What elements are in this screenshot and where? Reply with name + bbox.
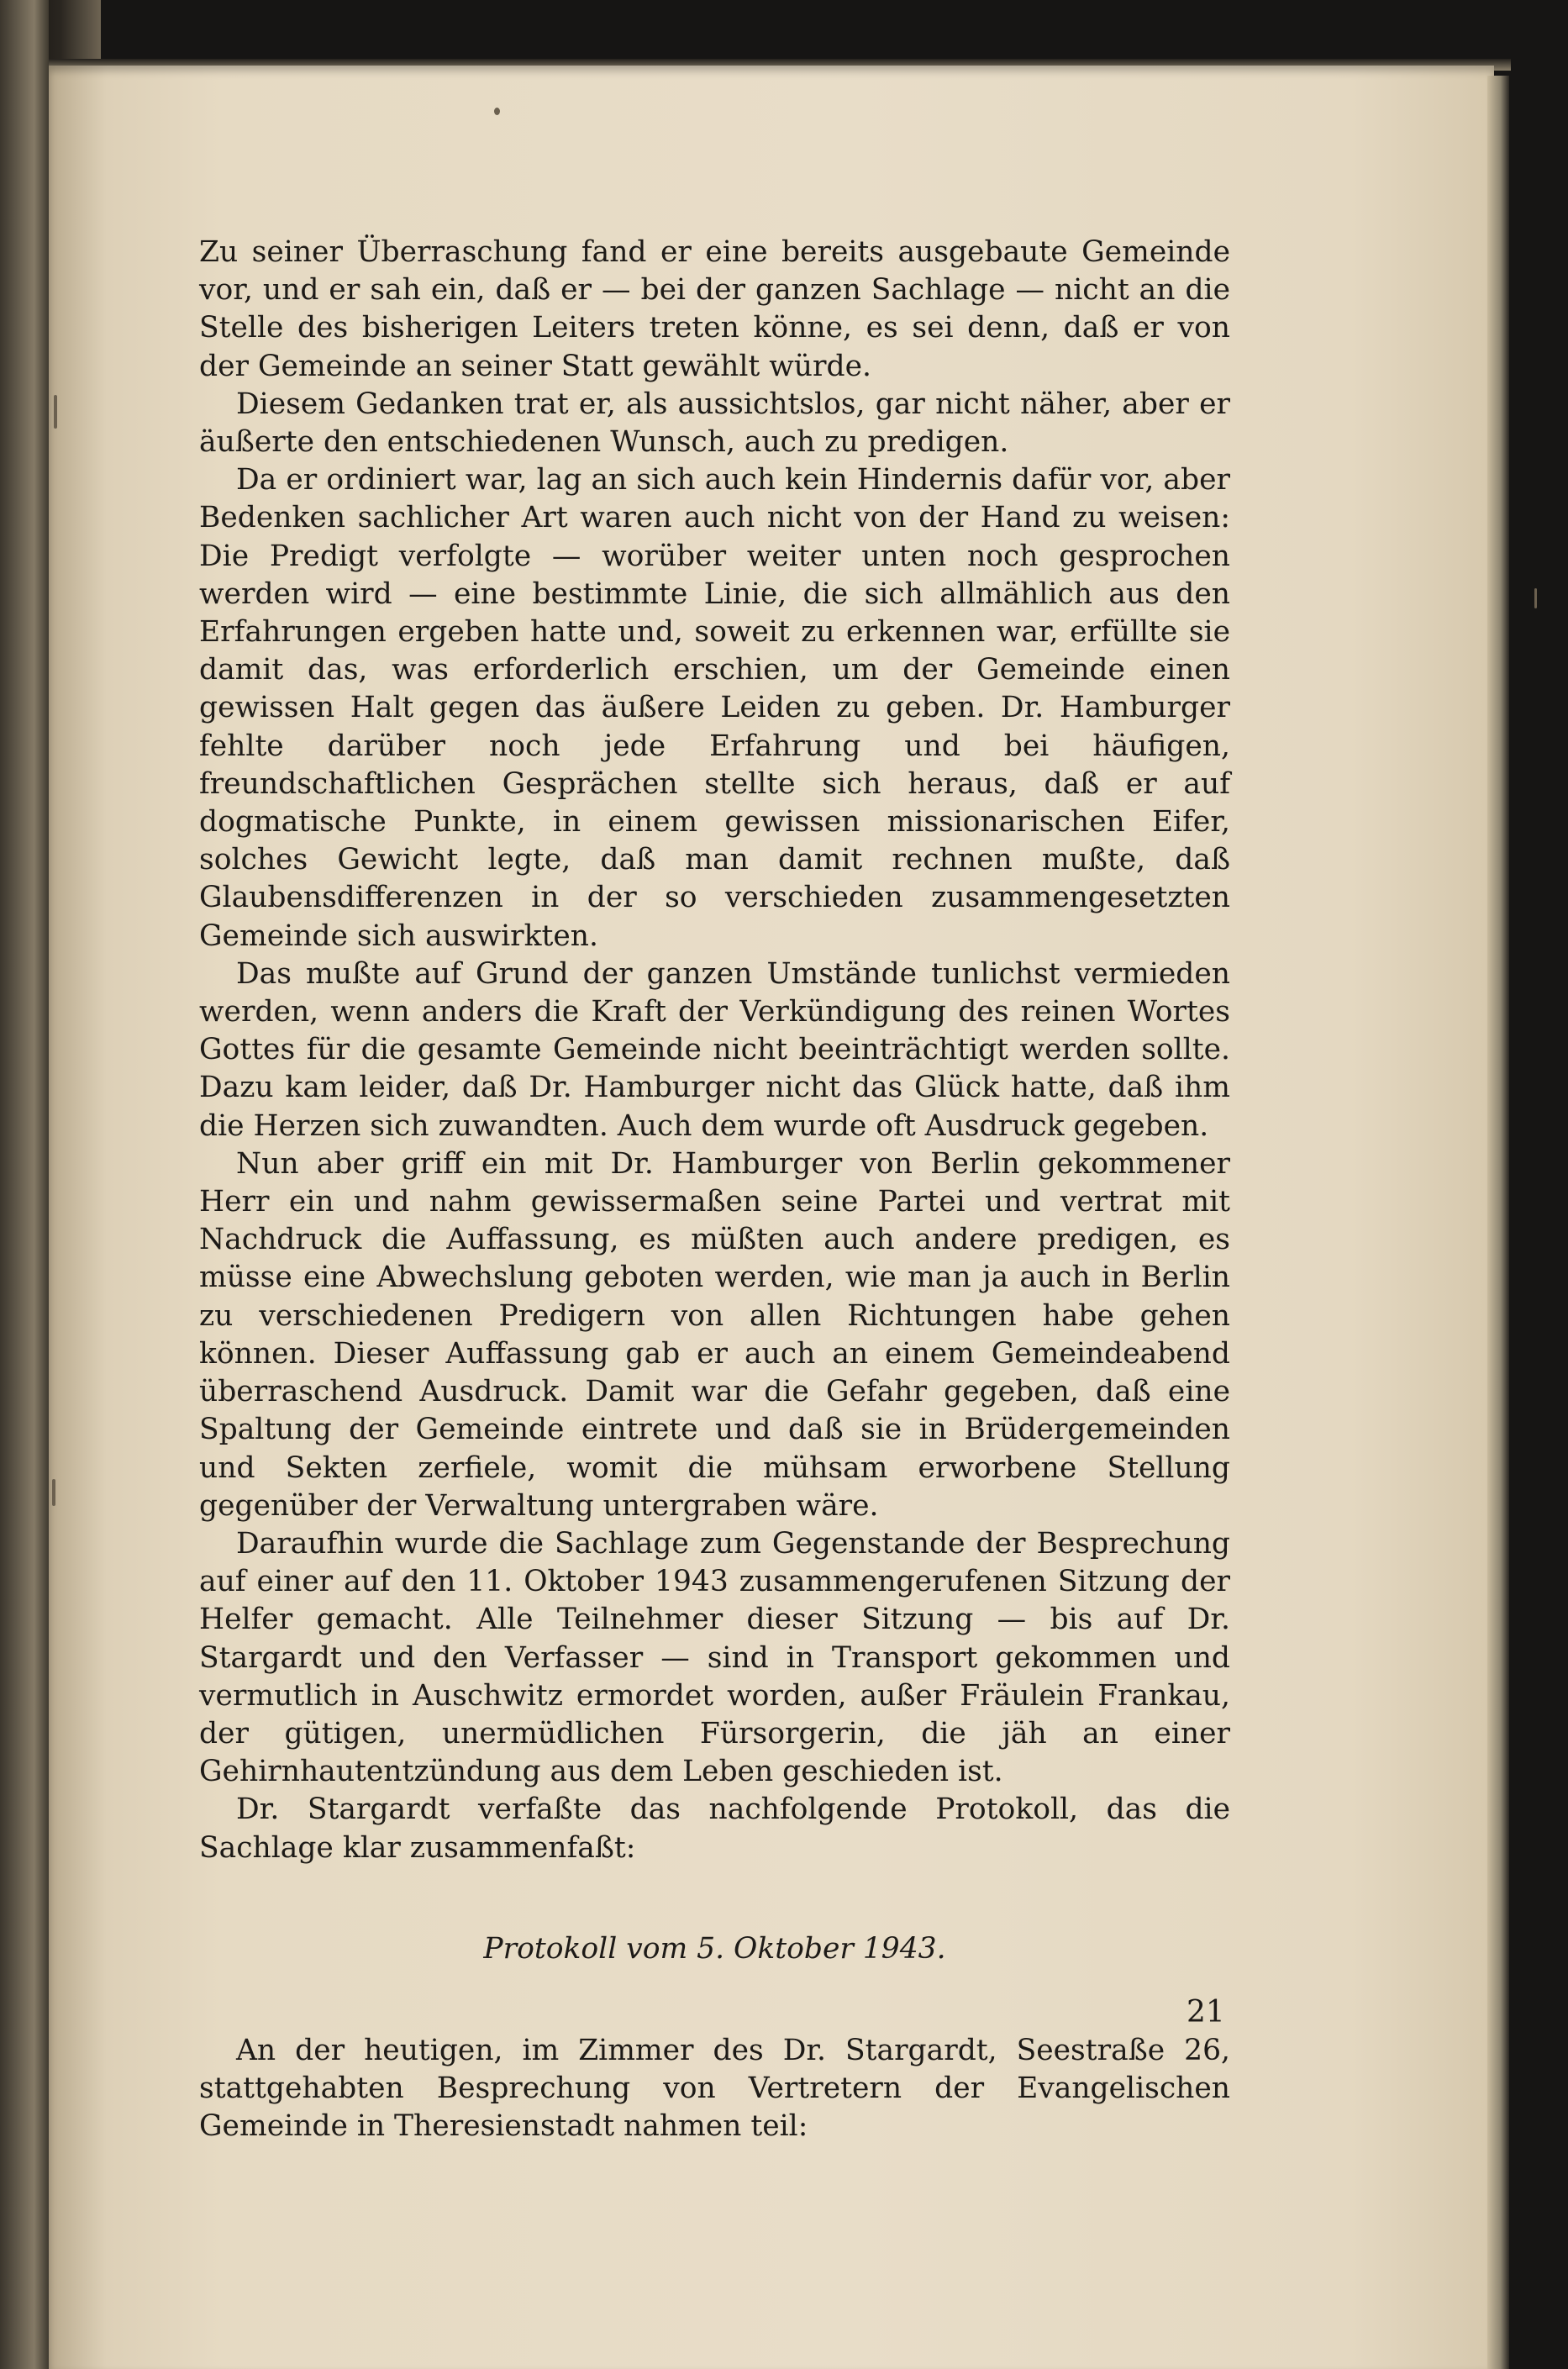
paragraph: Da er ordiniert war, lag an sich auch kein Hindernis dafür vor, aber Bedenken sachlicher Art waren auch nicht von der Hand zu weisen: Die Predigt verfolgte — worüber weiter unten noch gesprochen werden wird — eine bestimmte Linie, die sich allmählich aus den Erfahrungen ergeben hatte und, soweit zu erkennen war, erfüllte sie damit das, was erforderlich erschien, um der Gemeinde einen gewissen Halt gegen das äußere Leiden zu geben. Dr. Hamburger fehlte darüber noch jede Erfahrung und bei häufigen, freundschaftlichen Gesprächen stellte sich heraus, daß er auf dogmatische Punkte, in einem gewissen missionarischen Eifer, solches Gewicht legte, daß man damit rechnen mußte, daß Glaubensdifferenzen in der so verschieden zusammengesetzten Gemeinde sich auswirkten. [199,463,1230,953]
previous-page-edge [0,0,49,2369]
paragraph: Daraufhin wurde die Sachlage zum Gegenstande der Besprechung auf einer auf den 11. Oktober 1943 zusammengerufenen Sitzung der Helfer gemacht. Alle Teilnehmer dieser Sitzung — bis auf Dr. Stargardt und den Verfasser — sind in Transport gekommen und vermutlich in Auschwitz ermordet worden, außer Fräulein Frankau, der gütigen, unermüdlichen Fürsorgerin, die jäh an einer Gehirnhautentzündung aus dem Leben geschieden ist. [199,1526,1230,1789]
margin-mark [54,395,57,429]
paragraph: Diesem Gedanken trat er, als aussichtslos, gar nicht näher, aber er äußerte den entschiedenen Wunsch, auch zu predigen. [199,387,1230,460]
page-number: 21 [1187,1995,1225,2029]
page-right-edge [1487,76,1509,2369]
body-text [199,234,1230,2146]
margin-mark [52,1479,55,1506]
paragraph: Nun aber griff ein mit Dr. Hamburger von Berlin gekommener Herr ein und nahm gewissermaßen seine Partei und vertrat mit Nachdruck die Auffassung, es müßten auch andere predigen, es müsse eine Abwechslung geboten werden, wie man ja auch in Berlin zu verschiedenen Predigern von allen Richtungen habe gehen können. Dieser Auffassung gab er auch an einem Gemeindeabend überraschend Ausdruck. Damit war die Gefahr gegeben, daß eine Spaltung der Gemeinde eintrete und daß sie in Brüdergemeinden und Sekten zerfiele, womit die mühsam erworbene Stellung gegenüber der Verwaltung untergraben wäre. [199,1146,1230,1523]
paragraph: Das mußte auf Grund der ganzen Umstände tunlichst vermieden werden, wenn anders die Kraft der Verkündigung des reinen Wortes Gottes für die gesamte Gemeinde nicht beeinträchtigt werden sollte. Dazu kam leider, daß Dr. Hamburger nicht das Glück hatte, daß ihm die Herzen sich zuwandten. Auch dem wurde oft Ausdruck gegeben. [199,956,1230,1143]
paper-speck [494,108,500,115]
protocol-heading: Protokoll vom 5. Oktober 1943. [483,1931,946,1966]
margin-mark [1534,588,1537,608]
paragraph: Dr. Stargardt verfaßte das nachfolgende Protokoll, das die Sachlage klar zusammenfaßt: [199,1793,1230,1865]
paragraph: An der heutigen, im Zimmer des Dr. Stargardt, Seestraße 26, stattgehabten Besprechung von Vertretern der Evangelischen Gemeinde in Theresienstadt nahmen teil: [199,2033,1230,2144]
paragraph: Zu seiner Überraschung fand er eine bereits ausgebaute Gemeinde vor, und er sah ein, daß er — bei der ganzen Sachlage — nicht an die Stelle des bisherigen Leiters treten könne, es sei denn, daß er von der Gemeinde an seiner Statt gewählt würde. [199,235,1230,383]
